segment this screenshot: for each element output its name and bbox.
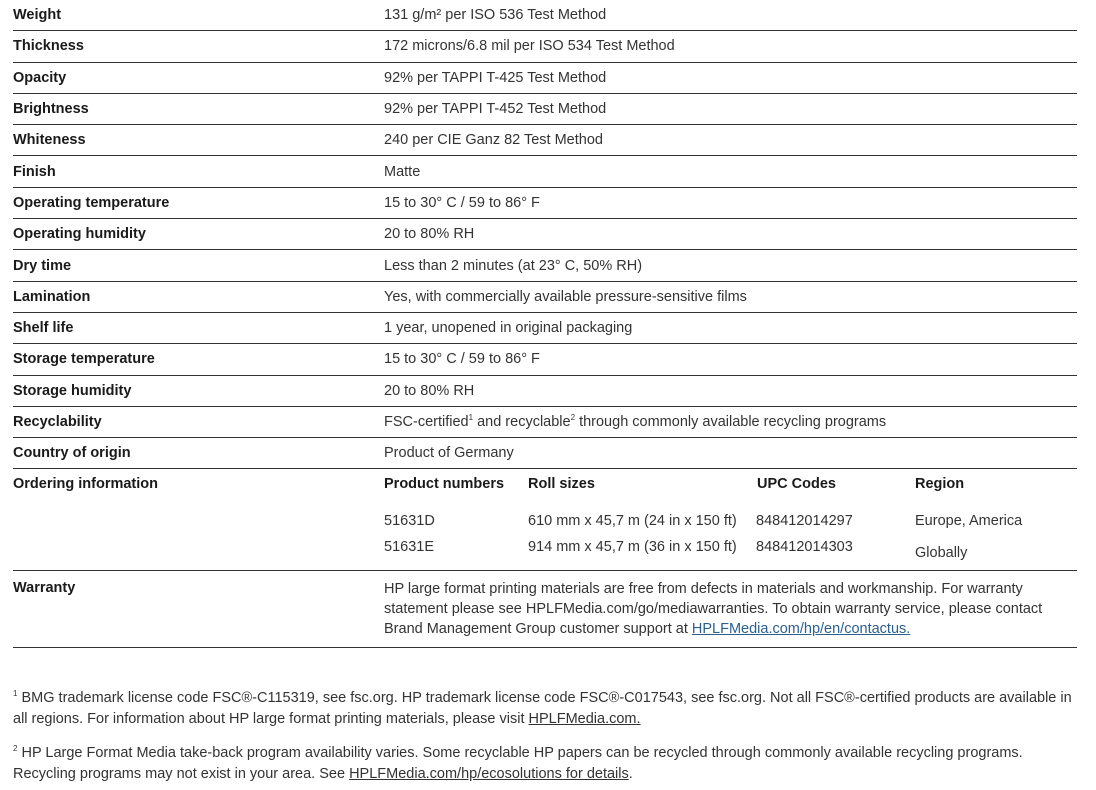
spec-label: Whiteness: [13, 132, 86, 149]
spec-row-operating-humidity: [13, 219, 1077, 250]
spec-row-storage-humidity: [13, 376, 1077, 407]
footnote-marker: 1: [13, 689, 18, 699]
column-header: UPC Codes: [757, 476, 836, 493]
spec-label: Recyclability: [13, 414, 102, 430]
recyclability-text-2: and recyclable: [473, 414, 571, 430]
footnote-marker: 2: [13, 744, 18, 754]
spec-label: Brightness: [13, 101, 89, 118]
spec-row-opacity: [13, 63, 1077, 94]
spec-label: Storage temperature: [13, 351, 155, 368]
spec-row-weight: [13, 0, 1077, 31]
spec-row-operating-temperature: [13, 188, 1077, 219]
spec-row-country-of-origin: [13, 438, 1077, 469]
spec-value: 92% per TAPPI T-425 Test Method: [384, 69, 607, 86]
spec-row-warranty: [13, 571, 1077, 648]
spec-label: Dry time: [13, 257, 72, 274]
spec-row-shelf-life: [13, 313, 1077, 344]
footnote-marker: 1: [468, 413, 474, 423]
spec-value: 20 to 80% RH: [384, 382, 475, 399]
spec-value: 92% per TAPPI T-452 Test Method: [384, 101, 607, 118]
ordering-table: [384, 476, 1077, 570]
table-cell: Globally: [915, 545, 968, 562]
spec-row-storage-temperature: [13, 344, 1077, 375]
spec-value: 172 microns/6.8 mil per ISO 534 Test Method: [384, 38, 675, 55]
spec-label: Lamination: [13, 288, 91, 305]
table-cell: 848412014303: [756, 539, 853, 556]
footnote-marker: 2: [570, 413, 576, 423]
spec-value: Product of Germany: [384, 445, 514, 462]
warranty-text: [384, 579, 1077, 647]
spec-row-lamination: [13, 282, 1077, 313]
recyclability-text-1: FSC-certified: [384, 414, 469, 430]
spec-row-whiteness: [13, 125, 1077, 156]
footnote-2: [13, 743, 1083, 785]
spec-value: Matte: [384, 163, 421, 180]
spec-label: Operating humidity: [13, 226, 146, 243]
spec-label: Ordering information: [13, 476, 158, 493]
spec-sheet: [13, 0, 1077, 648]
table-cell: 51631E: [384, 539, 434, 556]
table-cell: Europe, America: [915, 513, 1023, 530]
table-cell: 51631D: [384, 513, 435, 530]
spec-value: 20 to 80% RH: [384, 226, 475, 243]
column-header: Roll sizes: [528, 476, 595, 493]
spec-row-brightness: [13, 94, 1077, 125]
table-cell: 610 mm x 45,7 m (24 in x 150 ft): [528, 513, 737, 530]
spec-value: 240 per CIE Ganz 82 Test Method: [384, 132, 603, 149]
spec-row-finish: [13, 156, 1077, 187]
column-header: Product numbers: [384, 476, 505, 493]
spec-value: [384, 414, 886, 430]
warranty-body: HP large format printing materials are free from defects in materials and workmanship. For warranty statement please see HPLFMedia.com/go/mediawarranties. To obtain warranty service, please contact Brand Management Group customer support at: [384, 581, 1043, 638]
spec-label: Opacity: [13, 69, 67, 86]
spec-value: 15 to 30° C / 59 to 86° F: [384, 351, 540, 368]
spec-label: Warranty: [13, 580, 76, 597]
spec-value: Less than 2 minutes (at 23° C, 50% RH): [384, 257, 643, 274]
spec-value: 1 year, unopened in original packaging: [384, 320, 633, 337]
footnote-text: BMG trademark license code FSC®-C115319, see fsc.org. HP trademark license code FSC®-C017543, see fsc.org. Not all FSC®-certified products are available in all regions. For information about HP large format printing materials, please visit: [13, 690, 1072, 727]
spec-row-dry-time: [13, 250, 1077, 281]
hplfmedia-link[interactable]: HPLFMedia.com.: [528, 711, 641, 727]
recyclability-text-3: through commonly available recycling programs: [575, 414, 887, 430]
spec-value: 15 to 30° C / 59 to 86° F: [384, 194, 540, 211]
footnote-text: HP Large Format Media take-back program availability varies. Some recyclable HP papers can be recycled through commonly available recycling programs. Recycling programs may not exist in your area. See: [13, 745, 1023, 782]
spec-label: Shelf life: [13, 320, 74, 337]
table-cell: 848412014297: [756, 513, 853, 530]
spec-label: Country of origin: [13, 445, 131, 462]
spec-value: Yes, with commercially available pressure-sensitive films: [384, 288, 747, 305]
spec-value: 131 g/m² per ISO 536 Test Method: [384, 7, 607, 24]
spec-label: Operating temperature: [13, 194, 170, 211]
spec-row-recyclability: [13, 407, 1077, 438]
spec-row-ordering-information: [13, 469, 1077, 571]
spec-label: Weight: [13, 7, 62, 24]
footnote-end: .: [628, 766, 633, 782]
contact-link[interactable]: HPLFMedia.com/hp/en/contactus.: [691, 621, 911, 638]
spec-label: Storage humidity: [13, 382, 132, 399]
spec-row-thickness: [13, 31, 1077, 62]
spec-label: Finish: [13, 163, 56, 180]
ecosolutions-link[interactable]: HPLFMedia.com/hp/ecosolutions for details: [349, 766, 629, 782]
footnote-1: [13, 688, 1083, 730]
column-header: Region: [915, 476, 965, 493]
table-cell: 914 mm x 45,7 m (36 in x 150 ft): [528, 539, 737, 556]
spec-label: Thickness: [13, 38, 84, 55]
